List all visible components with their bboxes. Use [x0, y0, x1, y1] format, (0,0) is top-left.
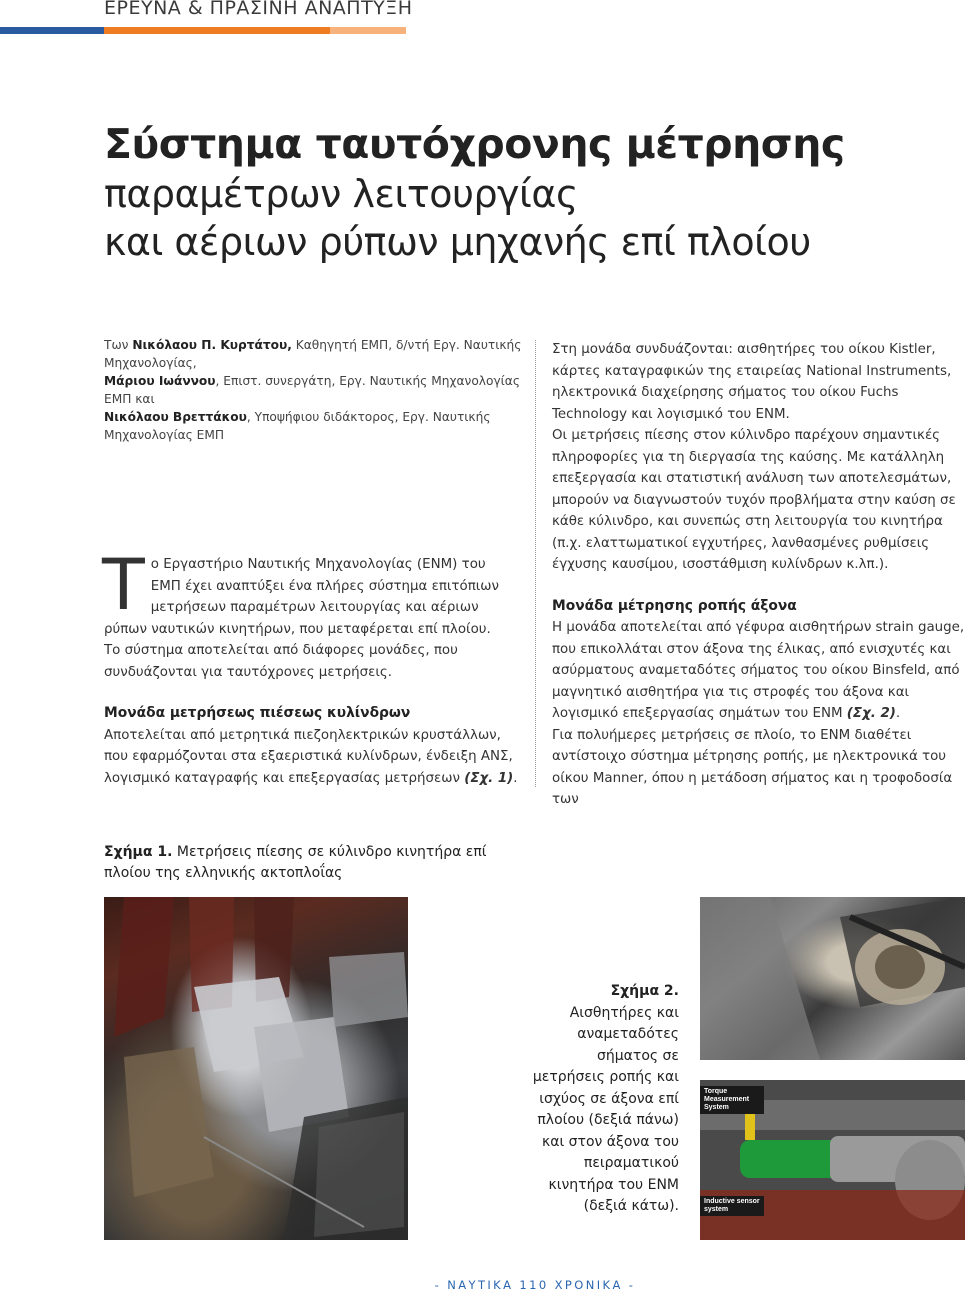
author-prefix: Των [104, 338, 133, 352]
title-line-1: Σύστημα ταυτόχρονης μέτρησης [104, 120, 845, 168]
left-column [102, 544, 518, 789]
spacer [552, 576, 965, 596]
author-3-role: , Υποψήφιου διδάκτορος, Εργ. Ναυτικής Μηχανολογίας ΕΜΠ [104, 410, 491, 442]
photo-label-inductive: Inductive sensor system [700, 1196, 764, 1216]
figure-2-photo-top [700, 897, 965, 1060]
figure-2-caption [530, 981, 679, 1218]
intro-paragraph [102, 544, 518, 640]
intro-paragraph-2: Το σύστημα αποτελείται από διάφορες μονάδες, που συνδυάζονται για ταυτόχρονες μετρήσεις. [104, 643, 458, 680]
author-2-name: Μάριου Ιωάννου [104, 374, 216, 388]
author-1-name: Νικόλαου Π. Κυρτάτου, [132, 338, 292, 352]
figure-1-caption-text: Μετρήσεις πίεσης σε κύλινδρο κινητήρα επί πλοίου της ελληνικής ακτοπλοΐας [104, 844, 487, 881]
figure-2-photo-bottom [700, 1080, 965, 1240]
sentence-end: . [895, 706, 901, 721]
author-3-name: Νικόλαου Βρεττάκου [104, 410, 247, 424]
author-2-role: , Επιστ. συνεργάτη, Εργ. Ναυτικής Μηχανολογίας ΕΜΠ και [104, 374, 520, 406]
figure-2-caption-text: Αισθητήρες και αναμεταδότες σήματος σε μετρήσεις ροπής και ισχύος σε άξονα επί πλοίου (δεξιά πάνω) και στον άξονα του πειραματικού κινητήρα του ΕΝΜ (δεξιά κάτω). [532, 1004, 679, 1214]
header-bar-blue [0, 27, 104, 34]
sentence-end: . [513, 770, 518, 786]
right-paragraph-1: Στη μονάδα συνδυάζονται: αισθητήρες του οίκου Kistler, κάρτες καταγραφικών της εταιρείας National Instruments, ηλεκτρονικά διαχείρησης σήματος του οίκου Fuchs Technology και λογισμικό του ΕΝΜ. [552, 342, 952, 422]
header-bar-peach [330, 27, 406, 34]
drop-cap: Τ [102, 544, 145, 626]
ship-shaft-illustration [700, 897, 965, 1060]
column-divider [535, 340, 536, 787]
header-bar-orange [104, 27, 330, 34]
figure-1-reference: (Σχ. 1) [464, 770, 514, 786]
section-label: ΕΡΕΥΝΑ & ΠΡΑΣΙΝΗ ΑΝΑΠΤΥΞΗ [104, 0, 413, 19]
title-line-2: παραμέτρων λειτουργίας [104, 172, 578, 216]
cylinder-pressure-paragraph [104, 725, 518, 790]
right-paragraph-4: Για πολυήμερες μετρήσεις σε πλοίο, το ΕΝΜ διαθέτει αντίστοιχο σύστημα μέτρησης ροπής, με ηλεκτρονικά του οίκου Manner, όπου η μετάδοση σήματος και η τροφοδοσία των [552, 727, 953, 807]
figure-2-reference: (Σχ. 2) [846, 706, 896, 721]
page-footer: - ΝΑΥΤΙΚΑ 110 ΧΡΟΝΙΚΑ - [434, 1278, 636, 1292]
article-title [104, 118, 845, 266]
spacer [104, 683, 518, 703]
author-credits [104, 336, 524, 444]
title-line-3: και αέριων ρύπων μηχανής επί πλοίου [104, 220, 811, 264]
figure-1-caption [104, 842, 524, 884]
shaft-torque-text: Η μονάδα αποτελείται από γέφυρα αισθητήρων strain gauge, που επικολλάται στον άξονα της έλικας, από ενισχυτές και ασύρματους αναμεταδότες σήματος του οίκου Binsfeld, από μαγνητικό αισθητήρα για τις στροφές του άξονα και λογισμικό επεξεργασίας σημάτων του ΕΝΜ [552, 620, 965, 721]
subheading-cylinder-pressure: Μονάδα μετρήσεως πιέσεως κυλίνδρων [104, 705, 411, 721]
figure-2-label: Σχήμα 2. [610, 983, 679, 999]
subheading-shaft-torque: Μονάδα μέτρησης ροπής άξονα [552, 597, 797, 614]
figure-1-label: Σχήμα 1. [104, 844, 173, 860]
right-column [552, 339, 965, 811]
right-paragraph-3 [552, 617, 965, 725]
engine-cylinder-illustration [104, 897, 408, 1240]
photo-label-torque: Torque Measurement System [700, 1086, 764, 1114]
figure-1-photo [104, 897, 408, 1240]
cylinder-pressure-text: Αποτελείται από μετρητικά πιεζοηλεκτρικών κρυστάλλων, που εφαρμόζονται στα εξαεριστικά κυλίνδρων, ένδειξη ΑΝΣ, λογισμικό καταγραφής και επεξεργασίας μετρήσεων [104, 727, 513, 786]
right-paragraph-2: Οι μετρήσεις πίεσης στον κύλινδρο παρέχουν σημαντικές πληροφορίες για τη διεργασία της καύσης. Με κατάλληλη επεξεργασία και στατιστική ανάλυση των αποτελεσμάτων, μπορούν να διαγνωστούν τυχόν προβλήματα στην καύση σε κάθε κύλινδρο, και συνεπώς στη λειτουργία του κινητήρα (π.χ. ελαττωματικοί εγχυτήρες, λανθασμένες ρυθμίσεις έγχυσης καυσίμου, ισοστάθμιση κυλίνδρων κ.λπ.). [552, 428, 956, 572]
author-1-role: Καθηγητή ΕΜΠ, δ/ντή Εργ. Ναυτικής Μηχανολογίας, [104, 338, 522, 370]
intro-text: ο Εργαστήριο Ναυτικής Μηχανολογίας (ΕΝΜ) του ΕΜΠ έχει αναπτύξει ένα πλήρες σύστημα επιτόπιων μετρήσεων παραμέτρων λειτουργίας και αέριων ρύπων ναυτικών κινητήρων, που μεταφέρεται επί πλοίου. [104, 557, 499, 637]
